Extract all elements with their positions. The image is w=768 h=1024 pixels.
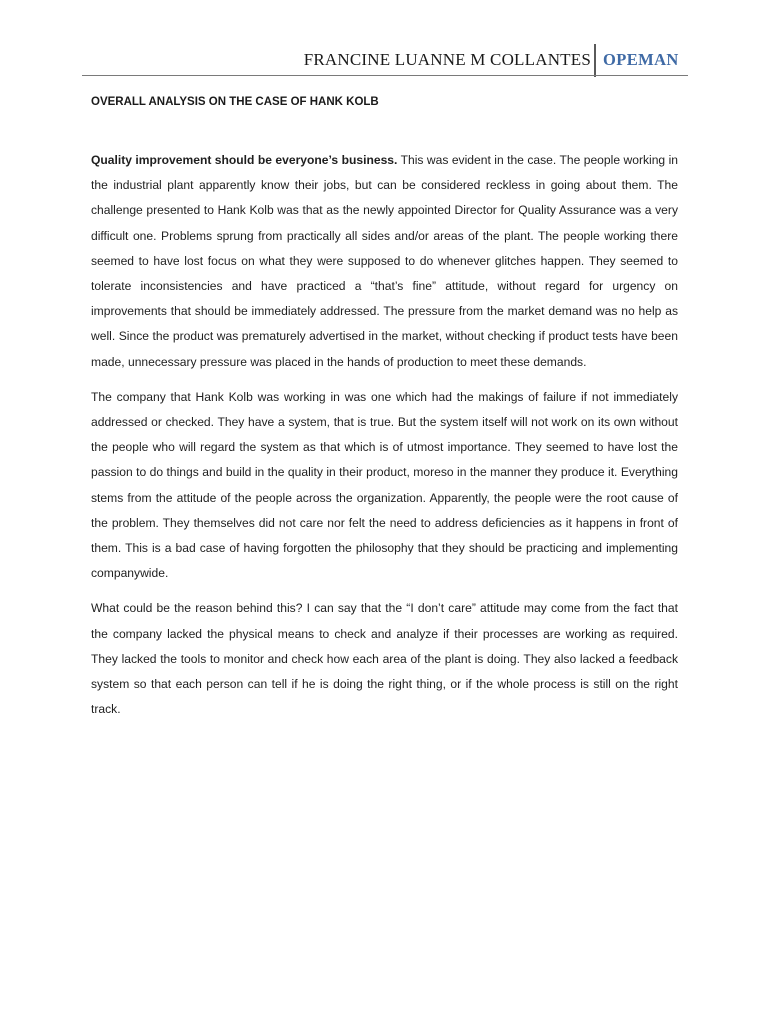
header-divider <box>594 44 596 77</box>
paragraph-1-lead: Quality improvement should be everyone’s business. <box>91 153 398 167</box>
header-rule <box>82 75 688 76</box>
document-title: OVERALL ANALYSIS ON THE CASE OF HANK KOLB <box>91 96 379 108</box>
paragraph-1-text: This was evident in the case. The people working in the industrial plant apparently know their jobs, but can be considered reckless in going about them. The challenge presented to Hank Kolb was that as the newly appointed Director for Quality Assurance was a very difficult one. Problems sprung from practically all sides and/or areas of the plant. The people working there seemed to have lost focus on what they were supposed to do whenever glitches happen. They seemed to tolerate inconsistencies and have practiced a “that’s fine” attitude, without regard for urgency on improvements that should be immediately addressed. The pressure from the market demand was no help as well. Since the product was prematurely advertised in the market, without checking if product tests have been made, unnecessary pressure was placed in the hands of production to meet these demands. <box>91 153 678 369</box>
paragraph-2-text: The company that Hank Kolb was working in was one which had the makings of failure if not immediately addressed or checked. They have a system, that is true. But the system itself will not work on its own without the people who will regard the system as that which is of utmost importance. They seemed to have lost the passion to do things and build in the quality in their product, moreso in the manner they produce it. Everything stems from the attitude of the people across the organization. Apparently, the people were the root cause of the problem. They themselves did not care nor felt the need to address deficiencies as it happens in front of them. This is a bad case of having forgotten the philosophy that they should be practicing and implementing companywide. <box>91 389 678 581</box>
paragraph-3-text: What could be the reason behind this? I can say that the “I don’t care” attitude may come from the fact that the company lacked the physical means to check and analyze if their processes are working as required. They lacked the tools to monitor and check how each area of the plant is doing. They also lacked a feedback system so that each person can tell if he is doing the right thing, or if the whole process is still on the right track. <box>91 601 678 717</box>
document-body <box>91 148 678 732</box>
paragraph-3 <box>91 596 678 722</box>
paragraph-2 <box>91 385 678 587</box>
header-author-name: FRANCINE LUANNE M COLLANTES <box>303 50 591 69</box>
header-course-code: OPEMAN <box>603 50 679 69</box>
page-header <box>82 44 688 75</box>
paragraph-1 <box>91 148 678 375</box>
